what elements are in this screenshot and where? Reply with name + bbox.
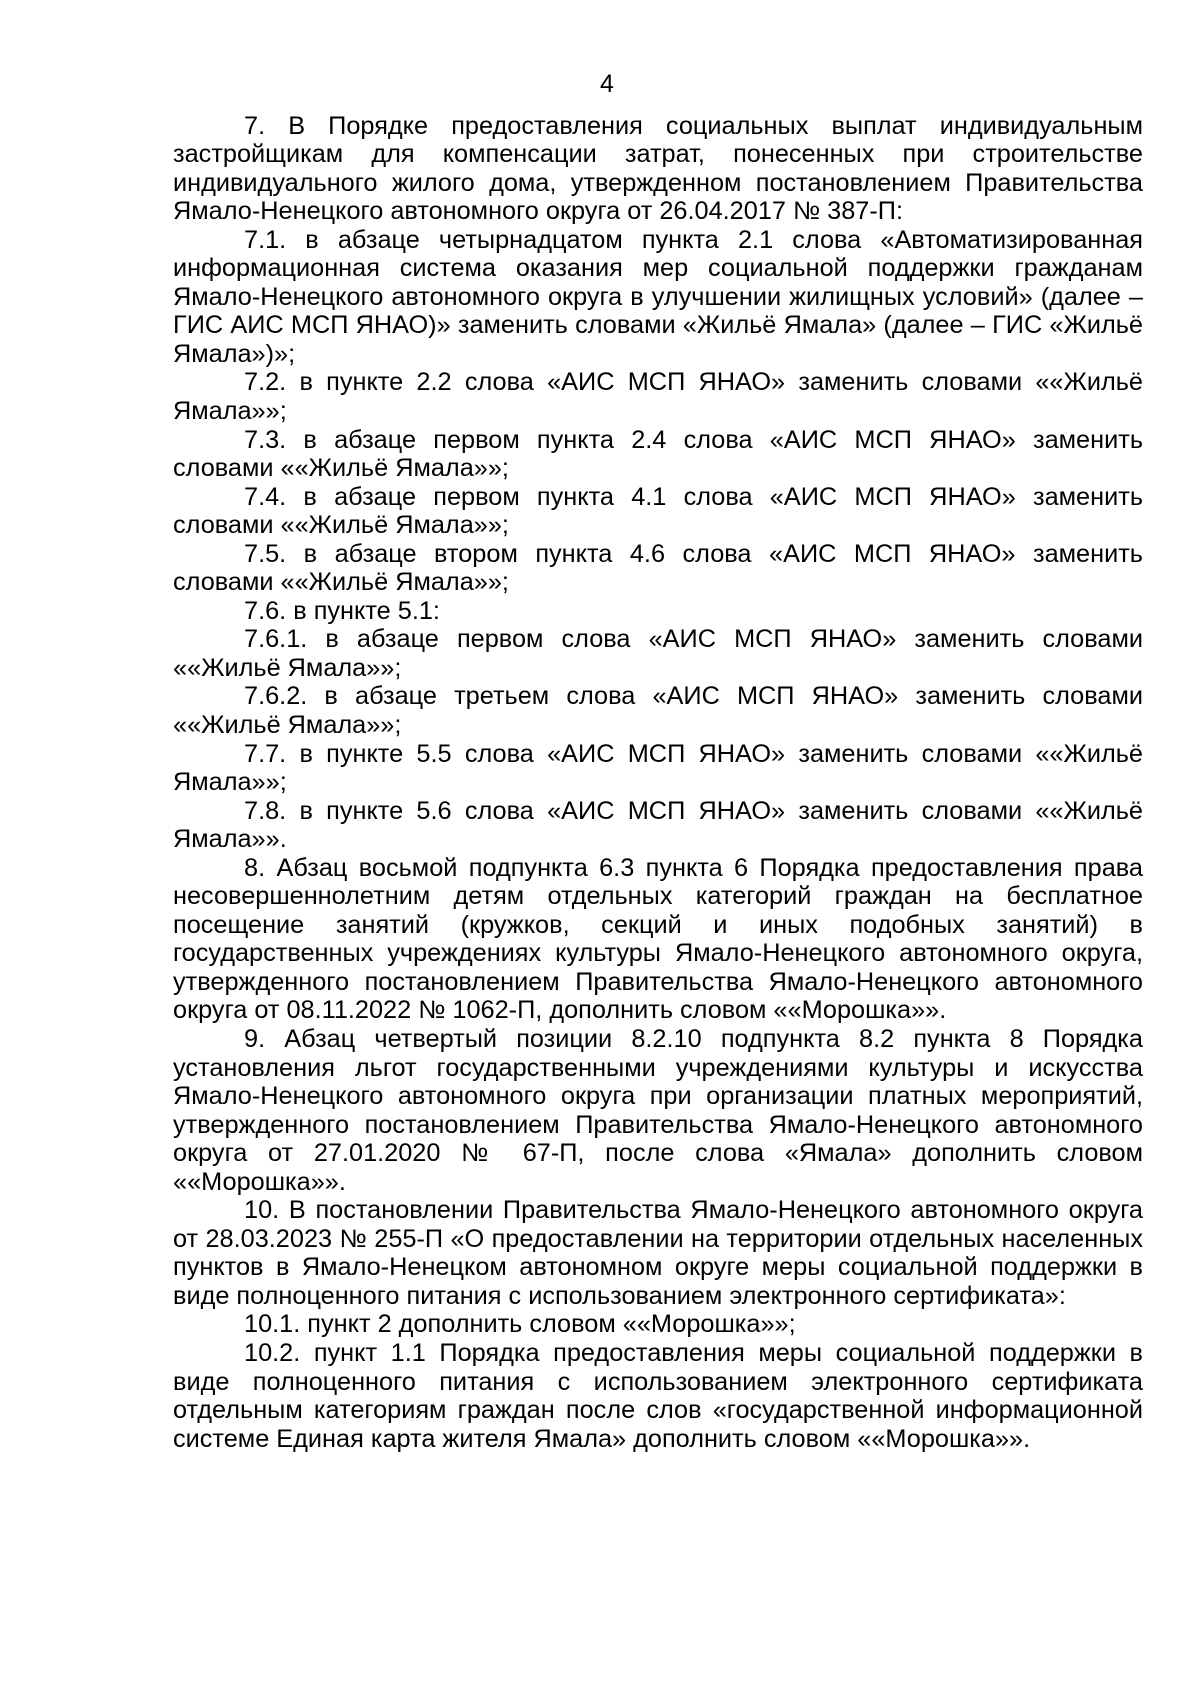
paragraph-7-4: 7.4. в абзаце первом пункта 4.1 слова «АИС МСП ЯНАО» заменить словами ««Жильё Ямала»»; [173,482,1143,540]
paragraph-7-6: 7.6. в пункте 5.1: [244,596,440,625]
document-body [173,112,1143,1454]
paragraph-7-1: 7.1. в абзаце четырнадцатом пункта 2.1 слова «Автоматизированная информационная система оказания мер социальной поддержки гражданам Ямало-Ненецкого автономного округа в улучшении жилищных условий» (далее – ГИС АИС МСП ЯНАО)» заменить словами «Жильё Ямала» (далее – ГИС «Жильё Ямала»)»; [173,225,1143,368]
paragraph-7-3: 7.3. в абзаце первом пункта 2.4 слова «АИС МСП ЯНАО» заменить словами ««Жильё Ямала»»; [173,425,1143,483]
paragraph-10-1: 10.1. пункт 2 дополнить словом ««Морошка»»; [244,1310,796,1339]
paragraph-7-6-2: 7.6.2. в абзаце третьем слова «АИС МСП ЯНАО» заменить словами ««Жильё Ямала»»; [173,682,1143,739]
paragraph-10: 10. В постановлении Правительства Ямало-Ненецкого автономного округа от 28.03.2023 № 255-П «О предоставлении на территории отдельных населенных пунктов в Ямало-Ненецком автономном округе меры социальной поддержки в виде полноценного питания с использованием электронного сертификата»: [173,1196,1143,1310]
paragraph-10-2: 10.2. пункт 1.1 Порядка предоставления меры социальной поддержки в виде полноценного питания с использованием электронного сертификата отдельным категориям граждан после слов «государственной информационной системе Единая карта жителя Ямала» дополнить словом ««Морошка»». [173,1339,1143,1453]
paragraph-7-6-1: 7.6.1. в абзаце первом слова «АИС МСП ЯНАО» заменить словами ««Жильё Ямала»»; [173,625,1143,682]
paragraph-8: 8. Абзац восьмой подпункта 6.3 пункта 6 Порядка предоставления права несовершеннолетним детям отдельных категорий граждан на бесплатное посещение занятий (кружков, секций и иных подобных занятий) в государственных учреждениях культуры Ямало-Ненецкого автономного округа, утвержденного постановлением Правительства Ямало-Ненецкого автономного округа от 08.11.2022 № 1062-П, дополнить словом ««Морошка»». [173,853,1143,1025]
paragraph-9: 9. Абзац четвертый позиции 8.2.10 подпункта 8.2 пункта 8 Порядка установления льгот государственными учреждениями культуры и искусства Ямало-Ненецкого автономного округа при организации платных мероприятий, утвержденного постановлением Правительства Ямало-Ненецкого автономного округа от 27.01.2020 № 67-П, после слова «Ямала» дополнить словом ««Морошка»». [173,1025,1143,1196]
paragraph-7-7: 7.7. в пункте 5.5 слова «АИС МСП ЯНАО» заменить словами ««Жильё Ямала»»; [173,739,1143,797]
page-number: 4 [600,70,614,98]
paragraph-7-8: 7.8. в пункте 5.6 слова «АИС МСП ЯНАО» заменить словами ««Жильё Ямала»». [173,796,1143,854]
paragraph-7-2: 7.2. в пункте 2.2 слова «АИС МСП ЯНАО» заменить словами ««Жильё Ямала»»; [173,368,1143,425]
paragraph-7-5: 7.5. в абзаце втором пункта 4.6 слова «АИС МСП ЯНАО» заменить словами ««Жильё Ямала»»; [173,539,1143,597]
paragraph-7: 7. В Порядке предоставления социальных выплат индивидуальным застройщикам для компенсации затрат, понесенных при строительстве индивидуального жилого дома, утвержденном постановлением Правительства Ямало-Ненецкого автономного округа от 26.04.2017 № 387-П: [173,111,1143,226]
